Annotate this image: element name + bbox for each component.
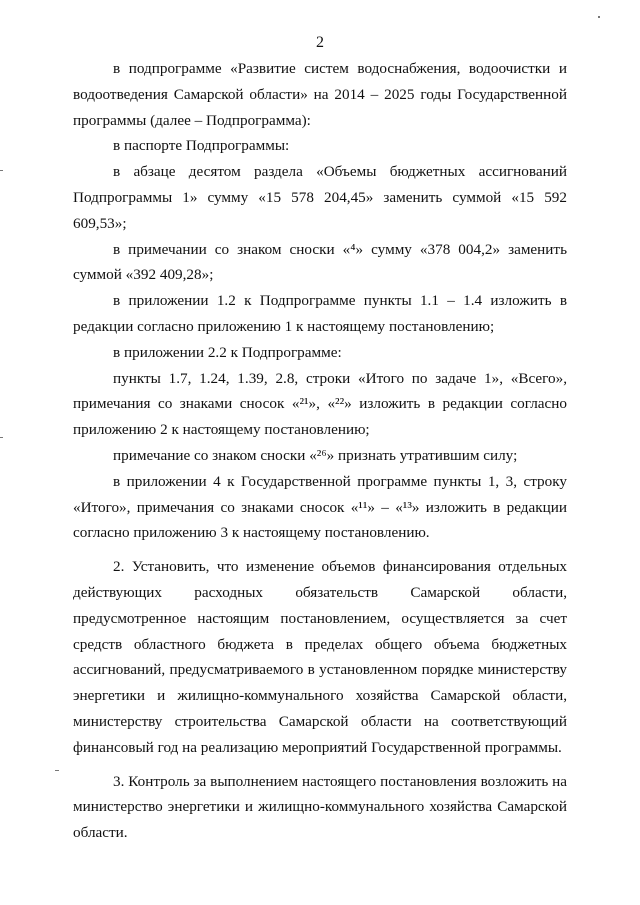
paragraph-appendix-1-2: в приложении 1.2 к Подпрограмме пункты 1.1 – 1.4 изложить в редакции согласно приложению 1 к настоящему постановлению; (73, 292, 567, 335)
scan-mark-left-lower (55, 770, 59, 771)
paragraph-paragraph-ten: в абзаце десятом раздела «Объемы бюджетных ассигнований Подпрограммы 1» сумму «15 578 204,45» заменить суммой «15 592 609,53»; (73, 163, 567, 232)
paragraph-passport: в паспорте Подпрограммы: (113, 137, 290, 155)
page-number: 2 (316, 34, 324, 51)
paragraph-footnote-26: примечание со знаком сноски «²⁶» признать утратившим силу; (113, 446, 518, 464)
paragraph-footnote-4: в примечании со знаком сноски «⁴» сумму «378 004,2» заменить суммой «392 409,28»; (73, 240, 567, 284)
paragraph-subprogram-intro: в подпрограмме «Развитие систем водоснабжения, водоочистки и водоотведения Самарской области» на 2014 – 2025 годы Государственной программы (далее – Подпрограмма): (73, 60, 567, 129)
paragraph-appendix-4: в приложении 4 к Государственной программе пункты 1, 3, строку «Итого», примечания со знаками сносок «¹¹» – «¹³» изложить в редакции согласно приложению 3 к настоящему постановлению. (73, 472, 567, 542)
document-body (73, 56, 567, 846)
paragraph-appendix-2-2: в приложении 2.2 к Подпрограмме: (113, 343, 342, 361)
paragraph-items-1-7: пункты 1.7, 1.24, 1.39, 2.8, строки «Итого по задаче 1», «Всего», примечания со знаками сносок «²¹», «²²» изложить в редакции согласно приложению 2 к настоящему постановлению; (73, 369, 567, 439)
scan-mark-top-right (598, 16, 600, 18)
scan-mark-left-middle (0, 437, 3, 438)
scan-mark-left-upper (0, 170, 3, 171)
paragraph-clause-3: 3. Контроль за выполнением настоящего постановления возложить на министерство энергетики и жилищно-коммунального хозяйства Самарской области. (73, 772, 567, 842)
paragraph-clause-2: 2. Установить, что изменение объемов финансирования отдельных действующих расходных обязательств Самарской области, предусмотренное настоящим постановлением, осуществляется за счет средств областного бюджета в пределах общего объема бюджетных ассигнований, предусматриваемого в установленном порядке министерству энергетики и жилищно-коммунального хозяйства Самарской области, министерству строительства Самарской области на соответствующий финансовый год на реализацию мероприятий Государственной программы. (73, 558, 567, 756)
